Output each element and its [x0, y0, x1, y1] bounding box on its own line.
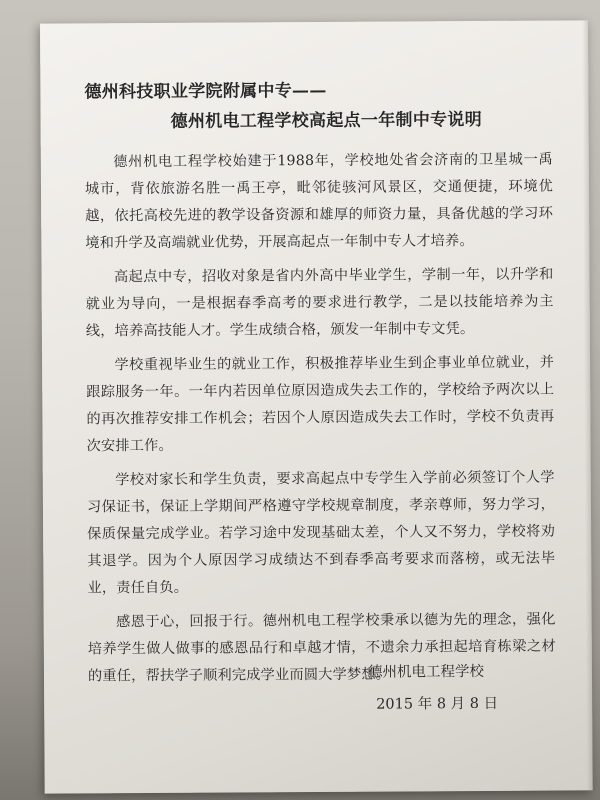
document-title-line-1: 德州科技职业学院附属中专—— — [84, 80, 327, 103]
paragraph-enrollment: 高起点中专，招收对象是省内外高中毕业学生，学制一年，以升学和就业为导向，一是根据春季高考的要求进行教学，二是以技能培养为主线，培养高技能人才。学生成绩合格，颁发一年制中专文凭。 — [85, 266, 554, 340]
document-body — [84, 59, 556, 713]
document-date: 2015 年 8 月 8 日 — [376, 695, 499, 713]
paragraph-school-intro: 德州机电工程学校始建于1988年，学校地处省会济南的卫星城一禹城市，背依旅游名胜一禹王亭，毗邻徒骇河风景区，交通便捷，环境优越，依托高校先进的教学设备资源和雄厚的师资力量，具备优越的学习环境和升学及高端就业优势，开展高起点一年制中专人才培养。 — [84, 151, 554, 252]
document-signature: 德州机电工程学校 — [367, 663, 485, 681]
document-title-line-2: 德州机电工程学校高起点一年制中专说明 — [170, 109, 483, 132]
document-paragraphs — [85, 147, 556, 698]
paper-sheet — [40, 20, 593, 793]
paragraph-responsibility: 学校对家长和学生负责，要求高起点中专学生入学前必须签订个人学习保证书，保证上学期间严格遵守学校规章制度，孝亲尊师，努力学习，保质保量完成学业。若学习途中发现基础太差，个人又不努力，学校将劝其退学。因为个人原因学习成绩达不到春季高考要求而落榜，或无法毕业，责任自负。 — [86, 469, 556, 597]
paragraph-employment: 学校重视毕业生的就业工作，积极推荐毕业生到企事业单位就业，并跟踪服务一年。一年内若因单位原因造成失去工作的，学校给予两次以上的再次推荐安排工作机会；若因个人原因造成失去工作时，学校不负责再次安排工作。 — [86, 354, 555, 455]
paragraph-gratitude: 感恩于心，回报于行。德州机电工程学校秉承以德为先的理念，强化培养学生做人做事的感恩品行和卓越才情，不遗余力承担起培育栋梁之材的重任，帮扶学子顺利完成学业而圆大学梦想。 — [87, 611, 556, 685]
